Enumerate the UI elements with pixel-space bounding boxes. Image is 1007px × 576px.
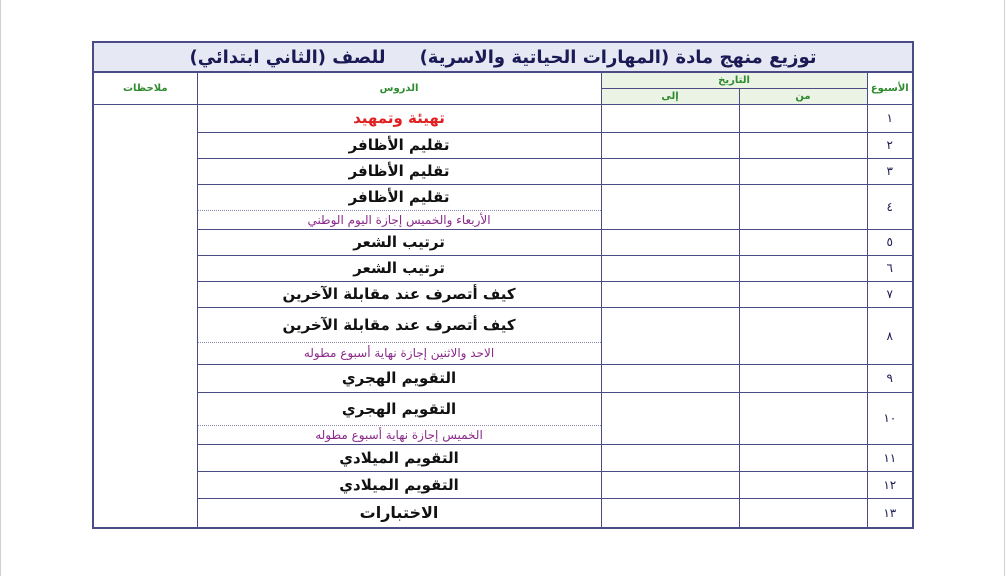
table-row <box>93 307 913 342</box>
date-to-cell[interactable] <box>601 281 739 307</box>
frame-edge-left <box>0 0 1 576</box>
lesson-note: الأربعاء والخميس إجازة اليوم الوطني <box>197 210 601 229</box>
table-row <box>93 364 913 392</box>
lesson-cell: ترتيب الشعر <box>197 229 601 255</box>
curriculum-table <box>92 41 914 529</box>
week-number: ١٢ <box>867 471 913 498</box>
table-row <box>93 229 913 255</box>
date-to-cell[interactable] <box>601 132 739 158</box>
date-to-cell[interactable] <box>601 364 739 392</box>
lesson-cell: التقويم الميلادي <box>197 471 601 498</box>
lesson-cell: تقليم الأظافر <box>197 184 601 210</box>
header-to: إلى <box>601 88 739 104</box>
date-from-cell[interactable] <box>739 307 867 364</box>
week-number: ١٠ <box>867 392 913 444</box>
week-number: ٥ <box>867 229 913 255</box>
lesson-cell: التقويم الميلادي <box>197 444 601 471</box>
header-from: من <box>739 88 867 104</box>
table-row <box>93 281 913 307</box>
lesson-cell: تقليم الأظافر <box>197 132 601 158</box>
lesson-cell: الاختبارات <box>197 498 601 528</box>
table-title <box>93 42 913 72</box>
lesson-note: الاحد والاثنين إجازة نهاية أسبوع مطوله <box>197 342 601 364</box>
week-number: ٩ <box>867 364 913 392</box>
lesson-cell: التقويم الهجري <box>197 364 601 392</box>
date-to-cell[interactable] <box>601 498 739 528</box>
week-number: ٦ <box>867 255 913 281</box>
table-row <box>93 471 913 498</box>
lesson-cell: ترتيب الشعر <box>197 255 601 281</box>
date-to-cell[interactable] <box>601 307 739 364</box>
table-row <box>93 392 913 425</box>
date-from-cell[interactable] <box>739 104 867 132</box>
lesson-cell: كيف أتصرف عند مقابلة الآخرين <box>197 307 601 342</box>
week-number: ١٣ <box>867 498 913 528</box>
week-number: ٧ <box>867 281 913 307</box>
date-to-cell[interactable] <box>601 392 739 444</box>
date-to-cell[interactable] <box>601 104 739 132</box>
date-from-cell[interactable] <box>739 229 867 255</box>
week-number: ١١ <box>867 444 913 471</box>
lesson-cell: تهيئة وتمهيد <box>197 104 601 132</box>
date-from-cell[interactable] <box>739 364 867 392</box>
week-number: ٢ <box>867 132 913 158</box>
header-week: الأسبوع <box>867 72 913 104</box>
date-from-cell[interactable] <box>739 471 867 498</box>
date-from-cell[interactable] <box>739 444 867 471</box>
date-to-cell[interactable] <box>601 184 739 229</box>
week-number: ٨ <box>867 307 913 364</box>
week-number: ٤ <box>867 184 913 229</box>
header-date: التاريخ <box>601 72 867 88</box>
date-to-cell[interactable] <box>601 471 739 498</box>
lesson-note: الخميس إجازة نهاية أسبوع مطوله <box>197 425 601 444</box>
title-subject: توزيع منهج مادة (المهارات الحياتية والاسرية) <box>419 46 817 68</box>
lesson-cell: تقليم الأظافر <box>197 158 601 184</box>
title-grade: للصف (الثاني ابتدائي) <box>189 46 386 68</box>
date-from-cell[interactable] <box>739 498 867 528</box>
week-number: ١ <box>867 104 913 132</box>
date-from-cell[interactable] <box>739 132 867 158</box>
table-row <box>93 255 913 281</box>
header-notes: ملاحظات <box>93 72 197 104</box>
header-lessons: الدروس <box>197 72 601 104</box>
table-row <box>93 444 913 471</box>
table-row <box>93 498 913 528</box>
date-from-cell[interactable] <box>739 184 867 229</box>
table-row <box>93 104 913 132</box>
frame-edge-right <box>1004 0 1005 576</box>
lesson-cell: كيف أتصرف عند مقابلة الآخرين <box>197 281 601 307</box>
date-to-cell[interactable] <box>601 229 739 255</box>
lesson-cell: التقويم الهجري <box>197 392 601 425</box>
date-to-cell[interactable] <box>601 255 739 281</box>
notes-cell[interactable] <box>93 104 197 528</box>
date-from-cell[interactable] <box>739 158 867 184</box>
table-row <box>93 184 913 210</box>
date-to-cell[interactable] <box>601 158 739 184</box>
table-row <box>93 132 913 158</box>
week-number: ٣ <box>867 158 913 184</box>
table-row <box>93 158 913 184</box>
date-to-cell[interactable] <box>601 444 739 471</box>
date-from-cell[interactable] <box>739 392 867 444</box>
date-from-cell[interactable] <box>739 281 867 307</box>
date-from-cell[interactable] <box>739 255 867 281</box>
